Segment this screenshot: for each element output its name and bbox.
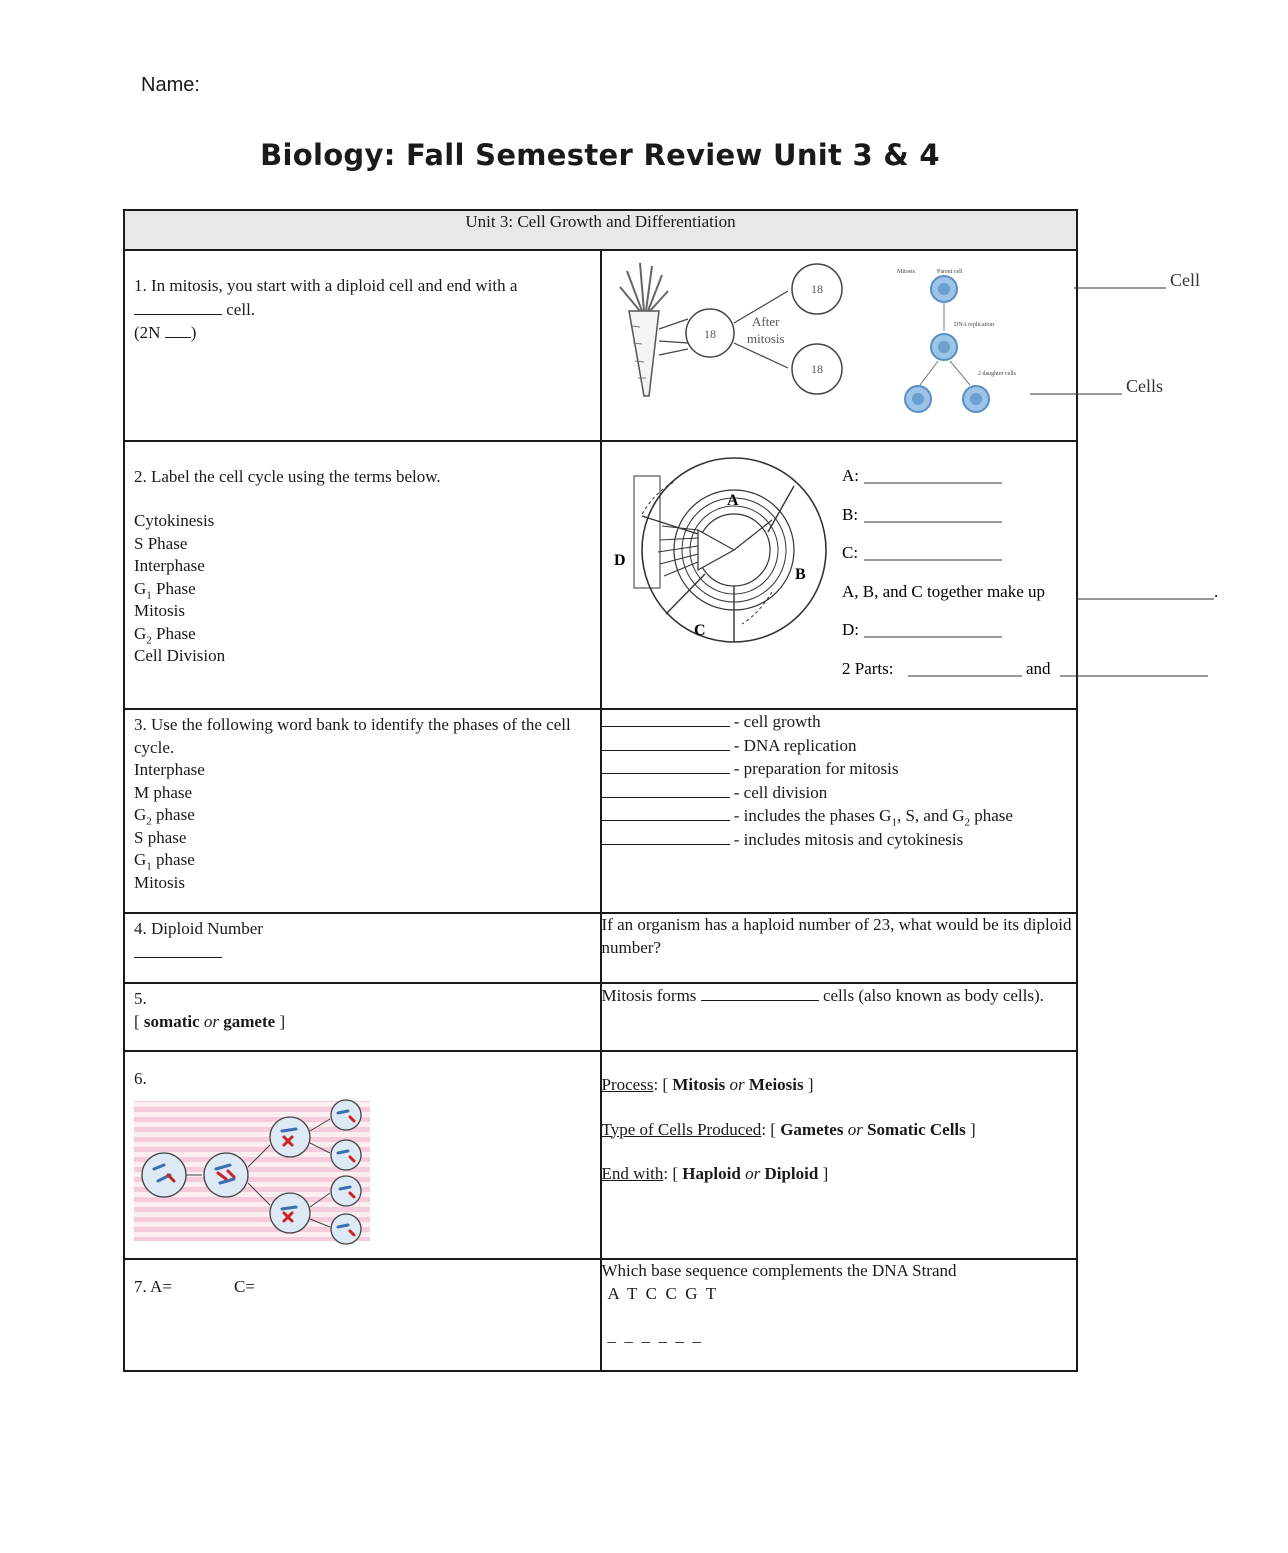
name-label: Name: [141, 74, 200, 96]
question-4-label-cell [124, 913, 601, 983]
option-mitosis[interactable]: Mitosis [672, 1075, 726, 1094]
term-mitosis: Mitosis [134, 601, 186, 620]
q5-answer-blank[interactable] [701, 984, 819, 1001]
q1-text-d: ) [190, 323, 197, 342]
term-g1-phase: $G_1$ Phase [134, 578, 196, 601]
d-bracket [634, 476, 660, 588]
answer-abc-label: A, B, and C together make up [841, 581, 1045, 601]
q3-blank[interactable] [602, 710, 730, 727]
bank-m-phase: M phase [134, 782, 193, 802]
option-gametes[interactable]: Gametes [780, 1119, 844, 1139]
bank-s-phase: S phase [134, 827, 187, 847]
q3-blank[interactable] [602, 781, 730, 798]
dna-replication-mini-label: DNA replication [953, 322, 994, 328]
boundary-line [768, 486, 794, 532]
label-b: B [794, 565, 806, 583]
q3-answer-line: - DNA replication [602, 734, 1077, 758]
q3-blank[interactable] [602, 757, 730, 774]
and-label: and [1025, 658, 1051, 678]
q7-labels: 7. A= C= [134, 1277, 255, 1296]
parent-cell-mini-label: Parent cell [936, 269, 962, 275]
option-somatic[interactable]: somatic [143, 1011, 200, 1031]
nucleus-icon [970, 393, 982, 405]
question-7-label-cell [124, 1259, 601, 1371]
q5-options: [ somatic or gamete ] [134, 1011, 286, 1031]
boundary-line [666, 574, 705, 614]
question-2-prompt [124, 441, 601, 710]
division-arrow-left [920, 361, 938, 385]
bank-g1-phase: $G_1$ phase [134, 850, 195, 873]
option-diploid[interactable]: Diploid [764, 1164, 819, 1183]
term-cytokinesis: Cytokinesis [134, 511, 215, 530]
daughter-cells-mini-label: 2 daughter cells [977, 371, 1016, 377]
question-3-row [124, 709, 1077, 913]
question-2-row [124, 441, 1077, 710]
question-5-text: Mitosis forms cells (also known as body cells). [601, 983, 1078, 1051]
q3-blank[interactable] [602, 804, 730, 821]
blue-chromosome [282, 1207, 296, 1209]
mitosis-label: mitosis [746, 331, 785, 346]
unit-heading: Unit 3: Cell Growth and Differentiation [124, 210, 1077, 250]
q1-text-a: 1. In mitosis, you start with a diploid cell and end with a [134, 276, 518, 295]
question-6-image-cell [124, 1051, 601, 1259]
q6-process-line: Process: [ Mitosis or Meiosis ] [601, 1075, 814, 1094]
q3-answer-line: - cell growth [602, 710, 1077, 734]
carrot-pointer-line [659, 319, 688, 329]
cell-blank-label: Cell [1169, 270, 1200, 290]
q6-number: 6. [134, 1069, 147, 1088]
carrot-pointer-line [659, 349, 688, 355]
q6-type-line: Type of Cells Produced: [ Gametes or Somatic Cells ] [601, 1119, 976, 1139]
daughter-arrow-bottom [734, 343, 788, 368]
nucleus-icon [938, 283, 950, 295]
option-somatic-cells[interactable]: Somatic Cells [867, 1119, 966, 1139]
answer-d-label: D: [841, 619, 859, 639]
term-g2-phase: $G_2$ Phase [134, 623, 196, 646]
question-1-diagram-cell [601, 250, 1200, 441]
blue-chromosome [282, 1129, 296, 1131]
q3-blank[interactable] [602, 734, 730, 751]
answer-abc-end: . [1213, 581, 1218, 601]
term-interphase: Interphase [134, 556, 205, 575]
meiosis-diagram [134, 1097, 374, 1247]
question-3-answers [601, 709, 1078, 913]
q3-prompt-text: 3. Use the following word bank to identify the phases of the cell cycle. [134, 715, 571, 757]
replicated-cell [204, 1153, 248, 1197]
question-2-diagram-cell [601, 441, 1218, 710]
bank-interphase: Interphase [134, 760, 205, 779]
q7-question: Which base sequence complements the DNA Strand [601, 1261, 957, 1280]
worksheet-table [123, 209, 1218, 1372]
label-a: A [726, 491, 739, 509]
mitosis-wedge [698, 530, 734, 570]
after-label: After [751, 314, 779, 329]
answer-b-label: B: [841, 504, 858, 524]
question-5-label-cell [124, 983, 601, 1051]
q1-answer-blank[interactable] [134, 298, 222, 315]
question-7-text [601, 1259, 1078, 1371]
gamete-cell [331, 1100, 361, 1130]
q1-text-b: cell. [226, 299, 256, 319]
answer-a-label: A: [841, 465, 859, 485]
document-title: Biology: Fall Semester Review Unit 3 & 4 [260, 138, 940, 172]
q1-ploidy-blank[interactable] [165, 321, 191, 338]
q5-number: 5. [134, 989, 147, 1008]
term-cell-division: Cell Division [134, 646, 226, 665]
q4-answer-blank[interactable] [134, 941, 222, 958]
parent-cell [142, 1153, 186, 1197]
q2-prompt-text: 2. Label the cell cycle using the terms below. [134, 466, 441, 486]
carrot-icon [620, 263, 668, 396]
q3-blank[interactable] [602, 828, 730, 845]
label-c: C [693, 621, 706, 639]
parent-cell-number: 18 [703, 327, 716, 341]
answer-c-label: C: [841, 542, 858, 562]
question-3-prompt [124, 709, 601, 913]
q4-question: If an organism has a haploid number of 23, what would be its diploid number? [601, 913, 1078, 983]
q6-end-line: End with: [ Haploid or Diploid ] [601, 1164, 829, 1183]
q3-answer-line: - preparation for mitosis [602, 757, 1077, 781]
term-s-phase: S Phase [134, 533, 188, 553]
two-parts-label: 2 Parts: [841, 658, 893, 678]
q3-answer-line: - includes mitosis and cytokinesis [602, 828, 1077, 852]
gamete-cell [331, 1140, 361, 1170]
cell-cycle-diagram [602, 442, 1288, 702]
mitosis-diagram [602, 251, 1288, 433]
bank-mitosis: Mitosis [134, 872, 186, 892]
question-1-prompt [124, 250, 601, 441]
gamete-cell [331, 1176, 361, 1206]
mitosis-subphase-lines [658, 526, 698, 576]
division-arrow-right [950, 361, 970, 385]
gamete-cell [331, 1214, 361, 1244]
daughter-bottom-number: 18 [810, 362, 823, 376]
question-7-row [124, 1259, 1077, 1371]
mitosis-mini-label: Mitosis [896, 269, 915, 275]
question-6-text [601, 1051, 1078, 1259]
dna-strand: A T C C G T [607, 1283, 717, 1303]
bank-g2-phase: $G_2$ phase [134, 805, 195, 828]
nucleus-icon [938, 341, 950, 353]
question-4-row [124, 913, 1077, 983]
q4-label: 4. Diploid Number [134, 919, 263, 938]
carrot-pointer-line [659, 341, 688, 343]
complement-blanks[interactable]: _ _ _ _ _ _ [607, 1326, 701, 1345]
question-5-row [124, 983, 1077, 1051]
question-1-row [124, 250, 1077, 441]
question-6-row [124, 1051, 1077, 1259]
daughter-top-number: 18 [810, 282, 823, 296]
q1-text-c: (2N [134, 323, 161, 342]
cells-blank-label: Cells [1125, 376, 1163, 396]
option-meiosis[interactable]: Meiosis [748, 1075, 804, 1094]
nucleus-icon [912, 393, 924, 405]
label-d: D [613, 551, 626, 569]
option-haploid[interactable]: Haploid [682, 1164, 741, 1183]
q3-answer-line: - cell division [602, 781, 1077, 805]
option-gamete[interactable]: gamete [223, 1011, 276, 1031]
boundary-line [642, 516, 698, 534]
q3-answer-line: - includes the phases $G_1$, S, and $G_2$ phase [602, 804, 1077, 828]
